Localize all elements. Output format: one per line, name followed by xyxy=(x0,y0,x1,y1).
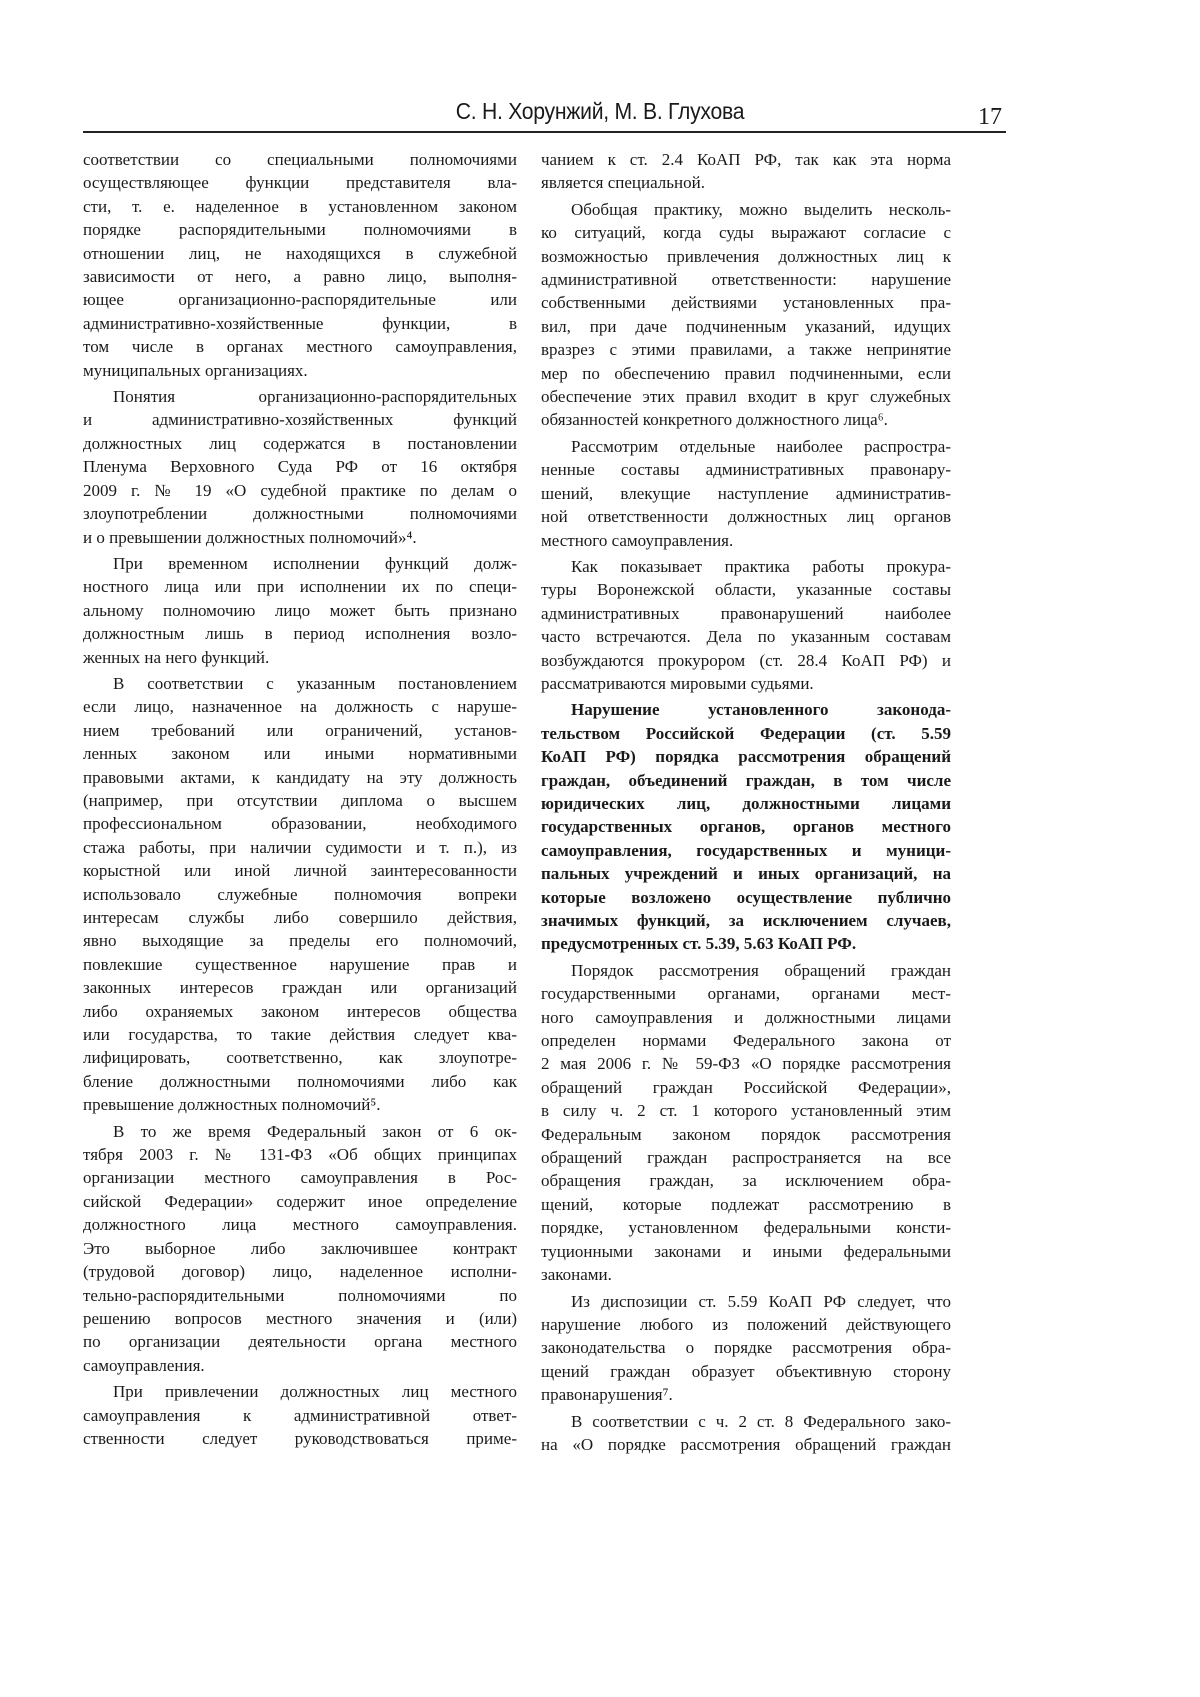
text-line: обращений граждан распространяется на все xyxy=(541,1146,951,1169)
paragraph xyxy=(83,385,517,549)
text-line: чанием к ст. 2.4 КоАП РФ, так как эта норма xyxy=(541,148,951,171)
text-line: туционными законами и иными федеральными xyxy=(541,1240,951,1263)
paragraph xyxy=(83,148,517,382)
text-line: правовыми актами, к кандидату на эту должность xyxy=(83,766,517,789)
text-line: ющее организационно-распорядительные или xyxy=(83,288,517,311)
text-line: ненные составы административных правонару- xyxy=(541,458,951,481)
text-line: стажа работы, при наличии судимости и т. п.), из xyxy=(83,836,517,859)
text-line: ностного лица или при исполнении их по специ- xyxy=(83,575,517,598)
text-line: пальных учреждений и иных организаций, на xyxy=(541,862,951,885)
text-line: сти, т. е. наделенное в установленном законом xyxy=(83,195,517,218)
text-line: ного самоуправления и должностными лицами xyxy=(541,1006,951,1029)
text-line: юридических лиц, должностными лицами xyxy=(541,792,951,815)
text-line: интересам службы либо совершило действия, xyxy=(83,906,517,929)
text-line: государственных органов, органов местного xyxy=(541,815,951,838)
paragraph xyxy=(541,198,951,432)
left-column xyxy=(83,148,517,1453)
text-line: рассматриваются мировыми судьями. xyxy=(541,672,951,695)
text-line: возможностью привлечения должностных лиц к xyxy=(541,245,951,268)
text-line: В соответствии с ч. 2 ст. 8 Федерального зако- xyxy=(541,1410,951,1433)
text-line: женных на него функций. xyxy=(83,646,517,669)
text-line: на «О порядке рассмотрения обращений граждан xyxy=(541,1433,951,1456)
text-line: Рассмотрим отдельные наиболее распростра- xyxy=(541,435,951,458)
text-line: является специальной. xyxy=(541,171,951,194)
page-number: 17 xyxy=(978,104,1002,131)
text-line: должностным лишь в период исполнения возло- xyxy=(83,622,517,645)
paragraph xyxy=(541,1410,951,1457)
text-line: отношении лиц, не находящихся в служебной xyxy=(83,242,517,265)
text-line: местного самоуправления. xyxy=(541,529,951,552)
text-line: 2009 г. № 19 «О судебной практике по делам о xyxy=(83,479,517,502)
text-line: тельно-распорядительными полномочиями по xyxy=(83,1284,517,1307)
text-line: При временном исполнении функций долж- xyxy=(83,552,517,575)
paragraph xyxy=(83,552,517,669)
text-line: корыстной или иной личной заинтересованности xyxy=(83,859,517,882)
paragraph xyxy=(83,1380,517,1450)
text-line: ко ситуаций, когда суды выражают согласие с xyxy=(541,221,951,244)
text-line: туры Воронежской области, указанные составы xyxy=(541,578,951,601)
text-line: шений, влекущие наступление административ- xyxy=(541,482,951,505)
text-line: обязанностей конкретного должностного лица⁶. xyxy=(541,408,951,431)
text-line: Из диспозиции ст. 5.59 КоАП РФ следует, что xyxy=(541,1290,951,1313)
text-line: муниципальных организациях. xyxy=(83,359,517,382)
text-line: ленных законом или иными нормативными xyxy=(83,742,517,765)
text-line: обращения граждан, за исключением обра- xyxy=(541,1169,951,1192)
text-line: КоАП РФ) порядка рассмотрения обращений xyxy=(541,745,951,768)
text-line: В соответствии с указанным постановлением xyxy=(83,672,517,695)
text-line: возбуждаются прокурором (ст. 28.4 КоАП РФ) и xyxy=(541,649,951,672)
text-line: щений, которые подлежат рассмотрению в xyxy=(541,1193,951,1216)
text-line: В то же время Федеральный закон от 6 ок- xyxy=(83,1120,517,1143)
text-line: щений граждан образует объективную сторону xyxy=(541,1360,951,1383)
text-line: соответствии со специальными полномочиями xyxy=(83,148,517,171)
text-line: Это выборное либо заключившее контракт xyxy=(83,1237,517,1260)
text-line: сийской Федерации» содержит иное определение xyxy=(83,1190,517,1213)
text-line: обеспечение этих правил входит в круг служебных xyxy=(541,385,951,408)
text-line: административно-хозяйственные функции, в xyxy=(83,312,517,335)
text-line: административных правонарушений наиболее xyxy=(541,602,951,625)
text-line: государственными органами, органами мест- xyxy=(541,982,951,1005)
text-line: часто встречаются. Дела по указанным составам xyxy=(541,625,951,648)
text-line: собственными действиями установленных пра- xyxy=(541,291,951,314)
text-line: злоупотреблении должностными полномочиями xyxy=(83,502,517,525)
paragraph xyxy=(541,555,951,695)
text-line: порядке, установленном федеральными консти- xyxy=(541,1216,951,1239)
text-line: Федеральным законом порядок рассмотрения xyxy=(541,1123,951,1146)
text-line: самоуправления к административной ответ- xyxy=(83,1404,517,1427)
text-line: профессиональном образовании, необходимого xyxy=(83,812,517,835)
text-line: законных интересов граждан или организаций xyxy=(83,976,517,999)
text-line: ной ответственности должностных лиц органов xyxy=(541,505,951,528)
text-line: самоуправления. xyxy=(83,1354,517,1377)
text-line: (например, при отсутствии диплома о высшем xyxy=(83,789,517,812)
paragraph xyxy=(541,148,951,195)
text-line: предусмотренных ст. 5.39, 5.63 КоАП РФ. xyxy=(541,932,951,955)
text-line: самоуправления, государственных и муници- xyxy=(541,839,951,862)
text-line: должностного лица местного самоуправления. xyxy=(83,1213,517,1236)
text-line: (трудовой договор) лицо, наделенное исполни- xyxy=(83,1260,517,1283)
text-line: превышение должностных полномочий⁵. xyxy=(83,1093,517,1116)
right-column xyxy=(541,148,951,1459)
header-authors: С. Н. Хорунжий, М. В. Глухова xyxy=(48,98,1152,125)
text-line: использовало служебные полномочия вопреки xyxy=(83,883,517,906)
paragraph xyxy=(83,672,517,1117)
text-line: и административно-хозяйственных функций xyxy=(83,408,517,431)
text-line: порядке распорядительными полномочиями в xyxy=(83,218,517,241)
text-line: Понятия организационно-распорядительных xyxy=(83,385,517,408)
text-line: нием требований или ограничений, установ- xyxy=(83,719,517,742)
text-line: вразрез с этими правилами, а также непринятие xyxy=(541,338,951,361)
text-line: Как показывает практика работы прокура- xyxy=(541,555,951,578)
text-line: или государства, то такие действия следует ква- xyxy=(83,1023,517,1046)
text-line: том числе в органах местного самоуправления, xyxy=(83,335,517,358)
text-line: мер по обеспечению правил подчиненными, если xyxy=(541,362,951,385)
text-line: Порядок рассмотрения обращений граждан xyxy=(541,959,951,982)
text-line: и о превышении должностных полномочий»⁴. xyxy=(83,526,517,549)
text-line: 2 мая 2006 г. № 59-ФЗ «О порядке рассмотрения xyxy=(541,1052,951,1075)
text-line: вил, при даче подчиненным указаний, идущих xyxy=(541,315,951,338)
bold-heading-paragraph xyxy=(541,698,951,955)
paragraph xyxy=(541,435,951,552)
text-line: тельством Российской Федерации (ст. 5.59 xyxy=(541,722,951,745)
text-line: явно выходящие за пределы его полномочий, xyxy=(83,929,517,952)
text-line: нарушение любого из положений действующего xyxy=(541,1313,951,1336)
text-line: Обобщая практику, можно выделить несколь- xyxy=(541,198,951,221)
text-line: правонарушения⁷. xyxy=(541,1383,951,1406)
text-line: административной ответственности: нарушение xyxy=(541,268,951,291)
text-line: зависимости от него, а равно лицо, выполня- xyxy=(83,265,517,288)
text-line: граждан, объединений граждан, в том числе xyxy=(541,769,951,792)
text-line: решению вопросов местного значения и (или) xyxy=(83,1307,517,1330)
text-line: должностных лиц содержатся в постановлении xyxy=(83,432,517,455)
text-line: осуществляющее функции представителя вла- xyxy=(83,171,517,194)
text-line: Пленума Верховного Суда РФ от 16 октября xyxy=(83,455,517,478)
text-line: определен нормами Федерального закона от xyxy=(541,1029,951,1052)
text-line: законодательства о порядке рассмотрения обра- xyxy=(541,1336,951,1359)
text-line: ственности следует руководствоваться приме- xyxy=(83,1427,517,1450)
paragraph xyxy=(83,1120,517,1377)
text-line: альному полномочию лицо может быть признано xyxy=(83,599,517,622)
paragraph xyxy=(541,959,951,1287)
text-line: значимых функций, за исключением случаев, xyxy=(541,909,951,932)
header-rule xyxy=(83,131,1006,133)
text-line: которые возложено осуществление публично xyxy=(541,886,951,909)
text-line: обращений граждан Российской Федерации», xyxy=(541,1076,951,1099)
text-line: тября 2003 г. № 131-ФЗ «Об общих принципах xyxy=(83,1143,517,1166)
text-line: Нарушение установленного законода- xyxy=(541,698,951,721)
text-line: если лицо, назначенное на должность с наруше- xyxy=(83,695,517,718)
text-line: бление должностными полномочиями либо как xyxy=(83,1070,517,1093)
paragraph xyxy=(541,1290,951,1407)
text-line: по организации деятельности органа местного xyxy=(83,1330,517,1353)
text-line: лифицировать, соответственно, как злоупотре- xyxy=(83,1046,517,1069)
text-line: в силу ч. 2 ст. 1 которого установленный этим xyxy=(541,1099,951,1122)
text-line: При привлечении должностных лиц местного xyxy=(83,1380,517,1403)
text-line: либо охраняемых законом интересов общества xyxy=(83,1000,517,1023)
text-line: повлекшие существенное нарушение прав и xyxy=(83,953,517,976)
text-line: законами. xyxy=(541,1263,951,1286)
text-line: организации местного самоуправления в Рос- xyxy=(83,1166,517,1189)
